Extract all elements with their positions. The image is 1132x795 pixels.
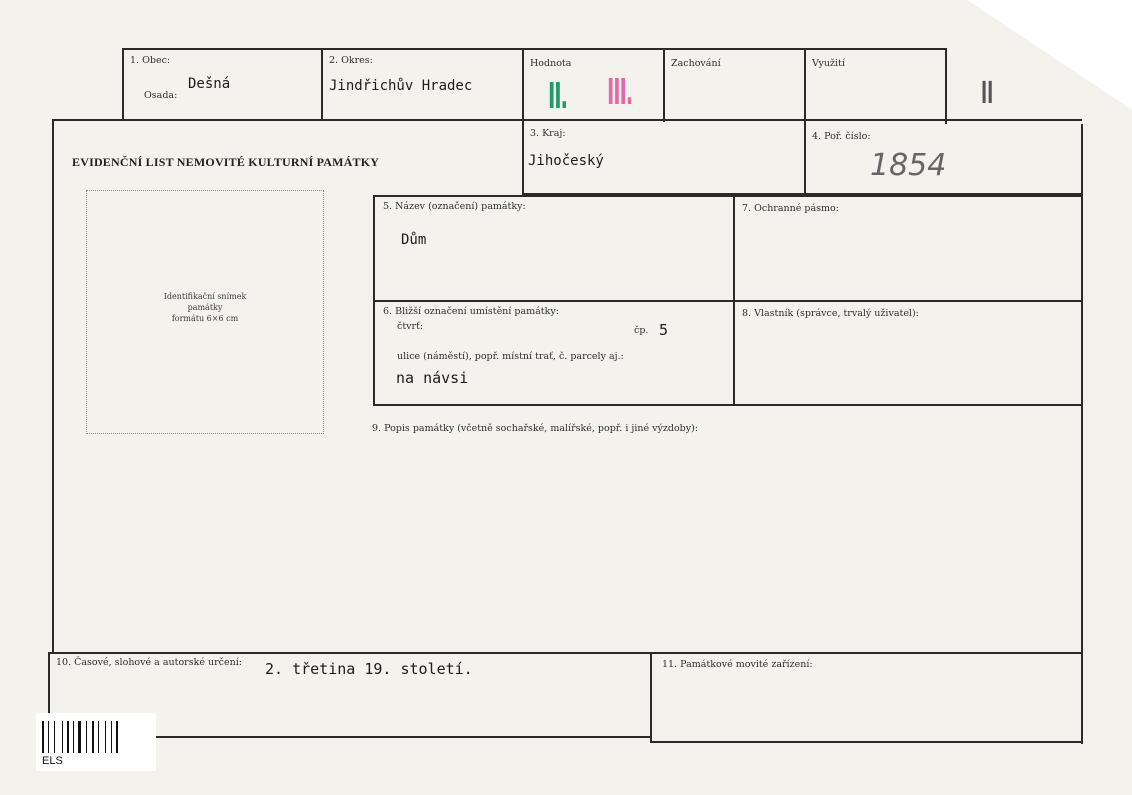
barcode-label: ELS [42, 755, 63, 767]
nazev-value: Dům [401, 232, 427, 248]
barcode-bar [92, 721, 94, 753]
kraj-label: 3. Kraj: [530, 128, 566, 139]
barcode-bar [98, 721, 99, 753]
okres-value: Jindřichův Hradec [329, 78, 473, 94]
divider-hodnota-zachovani [663, 48, 665, 122]
barcode-bar [86, 721, 87, 753]
row-11-bottom [650, 741, 1082, 743]
hodnota-mark-green: II. [548, 76, 567, 117]
cp-label: čp. [634, 325, 649, 336]
top-strip-top-border [122, 48, 946, 50]
ochranne-pasmo-label: 7. Ochranné pásmo: [742, 203, 839, 214]
divider-okres-hodnota [522, 48, 524, 193]
top-strip-right-border [945, 48, 947, 124]
barcode-bar [62, 721, 63, 753]
ctvrt-label: čtvrť: [397, 321, 424, 332]
main-left-border-upper [52, 119, 54, 654]
cp-value: 5 [659, 321, 669, 339]
barcode-bar [54, 721, 55, 753]
hodnota-label: Hodnota [530, 58, 572, 69]
barcode-icon [42, 721, 128, 753]
barcode-bar [105, 721, 106, 753]
barcode-bar [116, 721, 118, 753]
nazev-label: 5. Název (označení) památky: [383, 201, 526, 212]
vyuziti-label: Využití [812, 58, 845, 69]
kraj-value: Jihočeský [528, 153, 604, 169]
casove-urceni-value: 2. třetina 19. století. [265, 660, 473, 678]
top-strip-left-border [122, 48, 124, 120]
hodnota-mark-pink: III. [607, 72, 633, 113]
photo-placeholder [86, 190, 324, 434]
zachovani-label: Zachování [671, 58, 721, 69]
barcode-bar [111, 721, 112, 753]
osada-value: Dešná [188, 76, 231, 92]
movite-zarizeni-label: 11. Památkové movité zařízení: [662, 659, 813, 670]
osada-label: Osada: [144, 90, 178, 101]
main-right-border [1081, 124, 1083, 744]
box-5-7-top [373, 195, 1082, 197]
divider-obec-okres [321, 48, 323, 120]
barcode-bar [48, 721, 49, 753]
barcode-bar [67, 721, 69, 753]
row-10-top [48, 652, 1082, 654]
ulice-label: ulice (náměstí), popř. místní trať, č. parcely aj.: [397, 351, 624, 362]
por-cislo-label: 4. Poř. číslo: [812, 131, 871, 142]
divider-10-11 [650, 652, 652, 742]
divider-zachovani-vyuziti [804, 48, 806, 193]
obec-label: 1. Obec: [130, 55, 171, 66]
barcode-bar [73, 721, 74, 753]
vlastnik-label: 8. Vlastník (správce, trvalý uživatel): [742, 308, 919, 319]
popis-label: 9. Popis památky (včetně sochařské, malířské, popř. i jiné výzdoby): [372, 423, 699, 434]
corner-mark: II [981, 76, 994, 111]
ulice-value: na návsi [396, 369, 469, 387]
main-top-border [52, 119, 1082, 121]
blizsi-oznaceni-label: 6. Bližší označení umístění památky: [383, 306, 559, 317]
photo-caption-line-1: Identifikační snímek [163, 292, 247, 301]
photo-caption-line-3: formátu 6×6 cm [171, 314, 239, 323]
barcode-sticker [36, 713, 156, 771]
form-title: EVIDENČNÍ LIST NEMOVITÉ KULTURNÍ PAMÁTKY [72, 155, 380, 169]
barcode-bar [78, 721, 81, 753]
okres-label: 2. Okres: [329, 55, 373, 66]
divider-5-6 [373, 300, 1082, 302]
box-6-8-bottom [373, 404, 1082, 406]
por-cislo-value: 1854 [870, 148, 947, 183]
photo-caption-line-2: památky [187, 303, 223, 312]
casove-urceni-label: 10. Časové, slohové a autorské určení: [56, 657, 242, 668]
barcode-bar [42, 721, 44, 753]
